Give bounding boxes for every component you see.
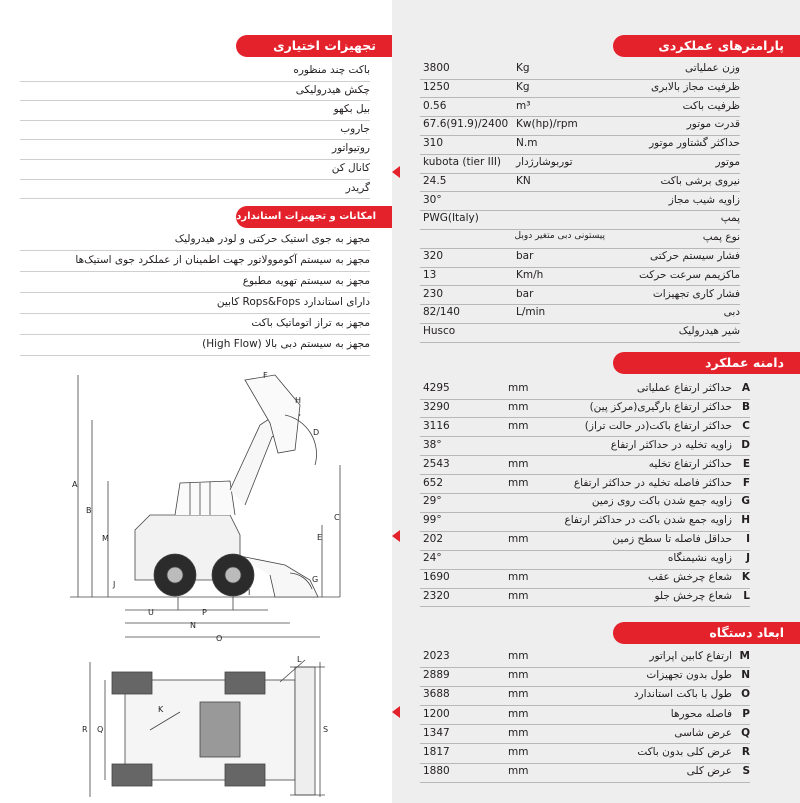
list-item-text: روتیواتور [332,142,370,155]
row-code: G [741,495,750,508]
row-value: 1347 [423,726,450,739]
performance-header: پارامترهای عملکردی [613,35,800,57]
diagram-label-e: E [317,533,323,542]
row-value: 29° [423,495,442,508]
row-label: زاویه جمع شدن باکت روی زمین [591,495,732,508]
diagram-label-o: O [216,634,223,643]
list-item [20,160,370,180]
list-item [20,82,370,102]
table-row [420,493,750,513]
row-label: زاویه نشیمنگاه [667,552,732,565]
table-row [420,512,750,532]
row-unit: L/min [516,306,546,319]
row-label: نوع پمپ [702,231,740,244]
list-item [20,273,370,293]
row-value: 38° [423,438,442,451]
row-label: حداکثر ارتفاع تخلیه [648,457,732,470]
row-value: 4295 [423,382,450,394]
list-item [20,140,370,160]
row-label: حداقل فاصله تا سطح زمین [612,533,732,546]
row-unit: mm [508,669,529,682]
table-row [420,229,740,249]
diagram-label-j: J [113,580,116,589]
row-code: J [746,552,750,565]
list-item [20,315,370,335]
diagram-label-r: R [82,725,88,734]
performance-marker [392,166,400,178]
row-value: 652 [423,476,444,489]
row-label: حداکثر ارتفاع باکت(در حالت تراز) [584,419,732,432]
table-row [420,437,750,457]
dimensions-header: ابعاد دستگاه [613,622,800,644]
row-unit: Kw(hp)/rpm [516,118,578,131]
row-value: 3290 [423,400,450,413]
row-code: L [743,589,750,602]
diagram-label-p: P [202,608,207,617]
row-code: K [741,571,750,583]
diagram-label-h: H [295,396,302,405]
row-label: موتور [715,156,740,168]
row-label: فاصله محورها [670,707,732,720]
row-unit: Kg [516,62,530,74]
dimensions-marker [392,706,400,718]
list-item-text: کانال کن [331,162,370,174]
row-value: 30° [423,193,442,206]
row-value: 1690 [423,571,450,583]
table-row [420,744,750,764]
diagram-label-c: C [334,513,340,522]
row-value: PWG(Italy) [423,212,479,225]
list-item-text: جاروب [340,122,370,135]
row-unit: mm [508,707,529,720]
row-code: N [741,669,750,682]
row-code: O [741,688,750,701]
row-value: 1880 [423,765,450,778]
row-unit: N.m [516,137,538,150]
table-row [420,399,750,419]
list-item-text: مجهز به سیستم آکوموولاتور جهت اطمینان از عملکرد جوی استیک‌ها [75,254,370,266]
row-unit: bar [516,250,534,262]
list-item [20,180,370,200]
list-item-text: چکش هیدرولیکی [295,83,370,96]
row-value: 3688 [423,688,450,701]
table-row [420,323,740,343]
row-unit: mm [508,400,529,413]
top-view-diagram [50,652,350,802]
list-item [20,101,370,121]
row-code: P [742,707,750,720]
row-label: زاویه جمع شدن باکت در حداکثر ارتفاع [564,514,732,527]
row-value: 202 [423,533,444,546]
row-unit: mm [508,476,529,489]
row-code: I [746,533,750,546]
list-item-text: بیل بکهو [333,103,370,116]
row-value: 99° [423,514,442,527]
diagram-label-l: L [297,655,302,664]
list-item-text: مجهز به سیستم دبی بالا (High Flow) [202,338,370,350]
table-row [420,706,750,726]
standard-equipment-list [20,231,370,357]
row-unit: KN [516,174,531,187]
diagram-label-f: F [263,371,268,380]
row-label: شیر هیدرولیک [678,325,740,338]
row-label: شعاع چرخش عقب [647,571,732,583]
row-label: پمپ [720,212,740,225]
row-label: ظرفیت مجاز بالابری [650,80,740,93]
row-value: 1817 [423,746,450,758]
table-row [420,116,740,136]
row-code: S [742,765,750,778]
side-view-diagram [50,365,350,665]
row-value: 310 [423,137,444,150]
row-label: عرض کلی [686,765,732,778]
row-value: 2889 [423,669,450,682]
row-code: R [741,746,750,758]
row-value: 67.6(91.9)/2400 [423,118,509,131]
diagram-label-n: N [190,621,196,630]
table-row [420,725,750,745]
row-unit: توربوشارژدار [516,156,573,168]
row-code: C [742,419,750,432]
table-row [420,173,740,193]
row-label: حداکثر ارتفاع بارگیری(مرکز پین) [589,400,732,413]
row-code: M [739,650,750,662]
table-row [420,192,740,212]
table-row [420,531,750,551]
table-row [420,98,740,118]
diagram-label-s: S [323,725,329,734]
list-item [20,252,370,272]
table-row [420,135,740,155]
table-row [420,267,740,287]
table-row [420,154,740,174]
table-row [420,304,740,324]
row-code: A [741,382,750,394]
list-item [20,62,370,82]
row-label: طول با باکت استاندارد [633,688,732,701]
row-value: 1250 [423,80,450,93]
row-value: 24° [423,552,442,565]
row-label: زاویه تخلیه در حداکثر ارتفاع [610,438,732,451]
row-label: عرض شاسی [674,726,732,739]
row-code: F [742,476,750,489]
row-unit: mm [508,726,529,739]
diagram-label-k: K [158,705,164,714]
row-unit: mm [508,457,529,470]
list-item-text: مجهز به سیستم تهویه مطبوع [242,275,370,287]
table-row [420,380,750,400]
row-value: 1200 [423,707,450,720]
row-label: حداکثر گشتاور موتور [649,137,740,150]
row-label: نیروی برشی باکت [660,174,740,187]
row-value: 320 [423,250,444,262]
diagram-label-m: M [102,534,109,543]
row-label: زاویه شیب مجاز [668,193,740,206]
list-item-text: مجهز به تراز اتوماتیک باکت [251,317,370,329]
diagram-label-d: D [313,428,320,437]
row-label: ظرفیت باکت [682,99,740,112]
table-row [420,475,750,495]
performance-table [420,60,740,345]
operating-range-marker [392,530,400,542]
optional-equipment-header: تجهیزات اختیاری [236,35,392,57]
row-unit: mm [508,382,529,394]
row-unit: mm [508,650,529,662]
standard-equipment-header: امکانات و تجهیزات استاندارد [236,206,392,228]
diagram-label-g: G [312,575,319,584]
row-code: D [741,438,750,451]
table-row [420,648,750,668]
row-value: 3800 [423,62,450,74]
row-unit: m³ [516,99,531,112]
optional-equipment-list [20,62,370,202]
table-row [420,550,750,570]
row-value: 2023 [423,650,450,662]
row-unit: Km/h [516,268,544,281]
row-unit: mm [508,571,529,583]
row-label: قدرت موتور [686,118,740,131]
row-code: H [741,514,750,527]
table-row [420,569,750,589]
row-unit: mm [508,419,529,432]
diagram-label-u: U [148,608,154,617]
row-unit: Kg [516,80,530,93]
table-row [420,686,750,706]
row-unit: bar [516,287,534,300]
row-unit: mm [508,589,529,602]
table-row [420,60,740,80]
row-value: kubota (tier III) [423,156,502,168]
operating-range-header: دامنه عملکرد [613,352,800,374]
list-item-text: باکت چند منظوره [293,64,370,76]
row-label: ارتفاع کابین اپراتور [649,650,732,662]
row-value: 82/140 [423,306,460,319]
row-value: 3116 [423,419,450,432]
row-unit: mm [508,533,529,546]
row-label: فشار کاری تجهیزات [652,287,740,300]
table-row [420,286,740,306]
row-code: E [742,457,750,470]
table-row [420,667,750,687]
table-row [420,588,750,608]
table-row [420,210,740,230]
row-code: B [741,400,750,413]
row-value: 0.56 [423,99,447,112]
dimensions-table [420,648,750,783]
diagram-label-a: A [72,480,78,489]
row-value: 24.5 [423,174,447,187]
table-row [420,763,750,783]
row-label: طول بدون تجهیزات [646,669,732,682]
operating-range-table [420,380,750,610]
row-label: شعاع چرخش جلو [654,589,732,602]
list-item [20,336,370,356]
diagram-label-q: Q [97,725,104,734]
table-row [420,418,750,438]
row-value: 13 [423,268,437,281]
list-item [20,231,370,251]
row-label: حداکثر ارتفاع عملیاتی [636,382,732,394]
row-label: عرض کلی بدون باکت [637,746,732,758]
row-value: 2320 [423,589,450,602]
row-unit: mm [508,746,529,758]
row-value: 2543 [423,457,450,470]
list-item-text: دارای استاندارد Rops&Fops کابین [216,296,370,308]
row-label: وزن عملیاتی [684,62,740,74]
list-item-text: گریدر [345,181,370,194]
row-value: 230 [423,287,444,300]
row-code: Q [741,726,750,739]
list-item [20,294,370,314]
list-item [20,121,370,141]
row-unit: mm [508,765,529,778]
table-row [420,248,740,268]
row-label: ماکزیمم سرعت حرکت [638,268,740,281]
row-label: فشار سیستم حرکتی [649,250,740,262]
list-item-text: مجهز به جوی استیک حرکتی و لودر هیدرولیک [174,233,370,245]
row-unit: mm [508,688,529,701]
row-label: دبی [723,306,740,319]
row-value: Husco [423,325,456,338]
table-row [420,79,740,99]
row-label: حداکثر فاصله تخلیه در حداکثر ارتفاع [573,476,732,489]
diagram-label-b: B [86,506,92,515]
row-unit: پیستونی دبی متغیر دوبل [514,231,605,242]
table-row [420,456,750,476]
diagram-label-i: I [248,588,251,597]
